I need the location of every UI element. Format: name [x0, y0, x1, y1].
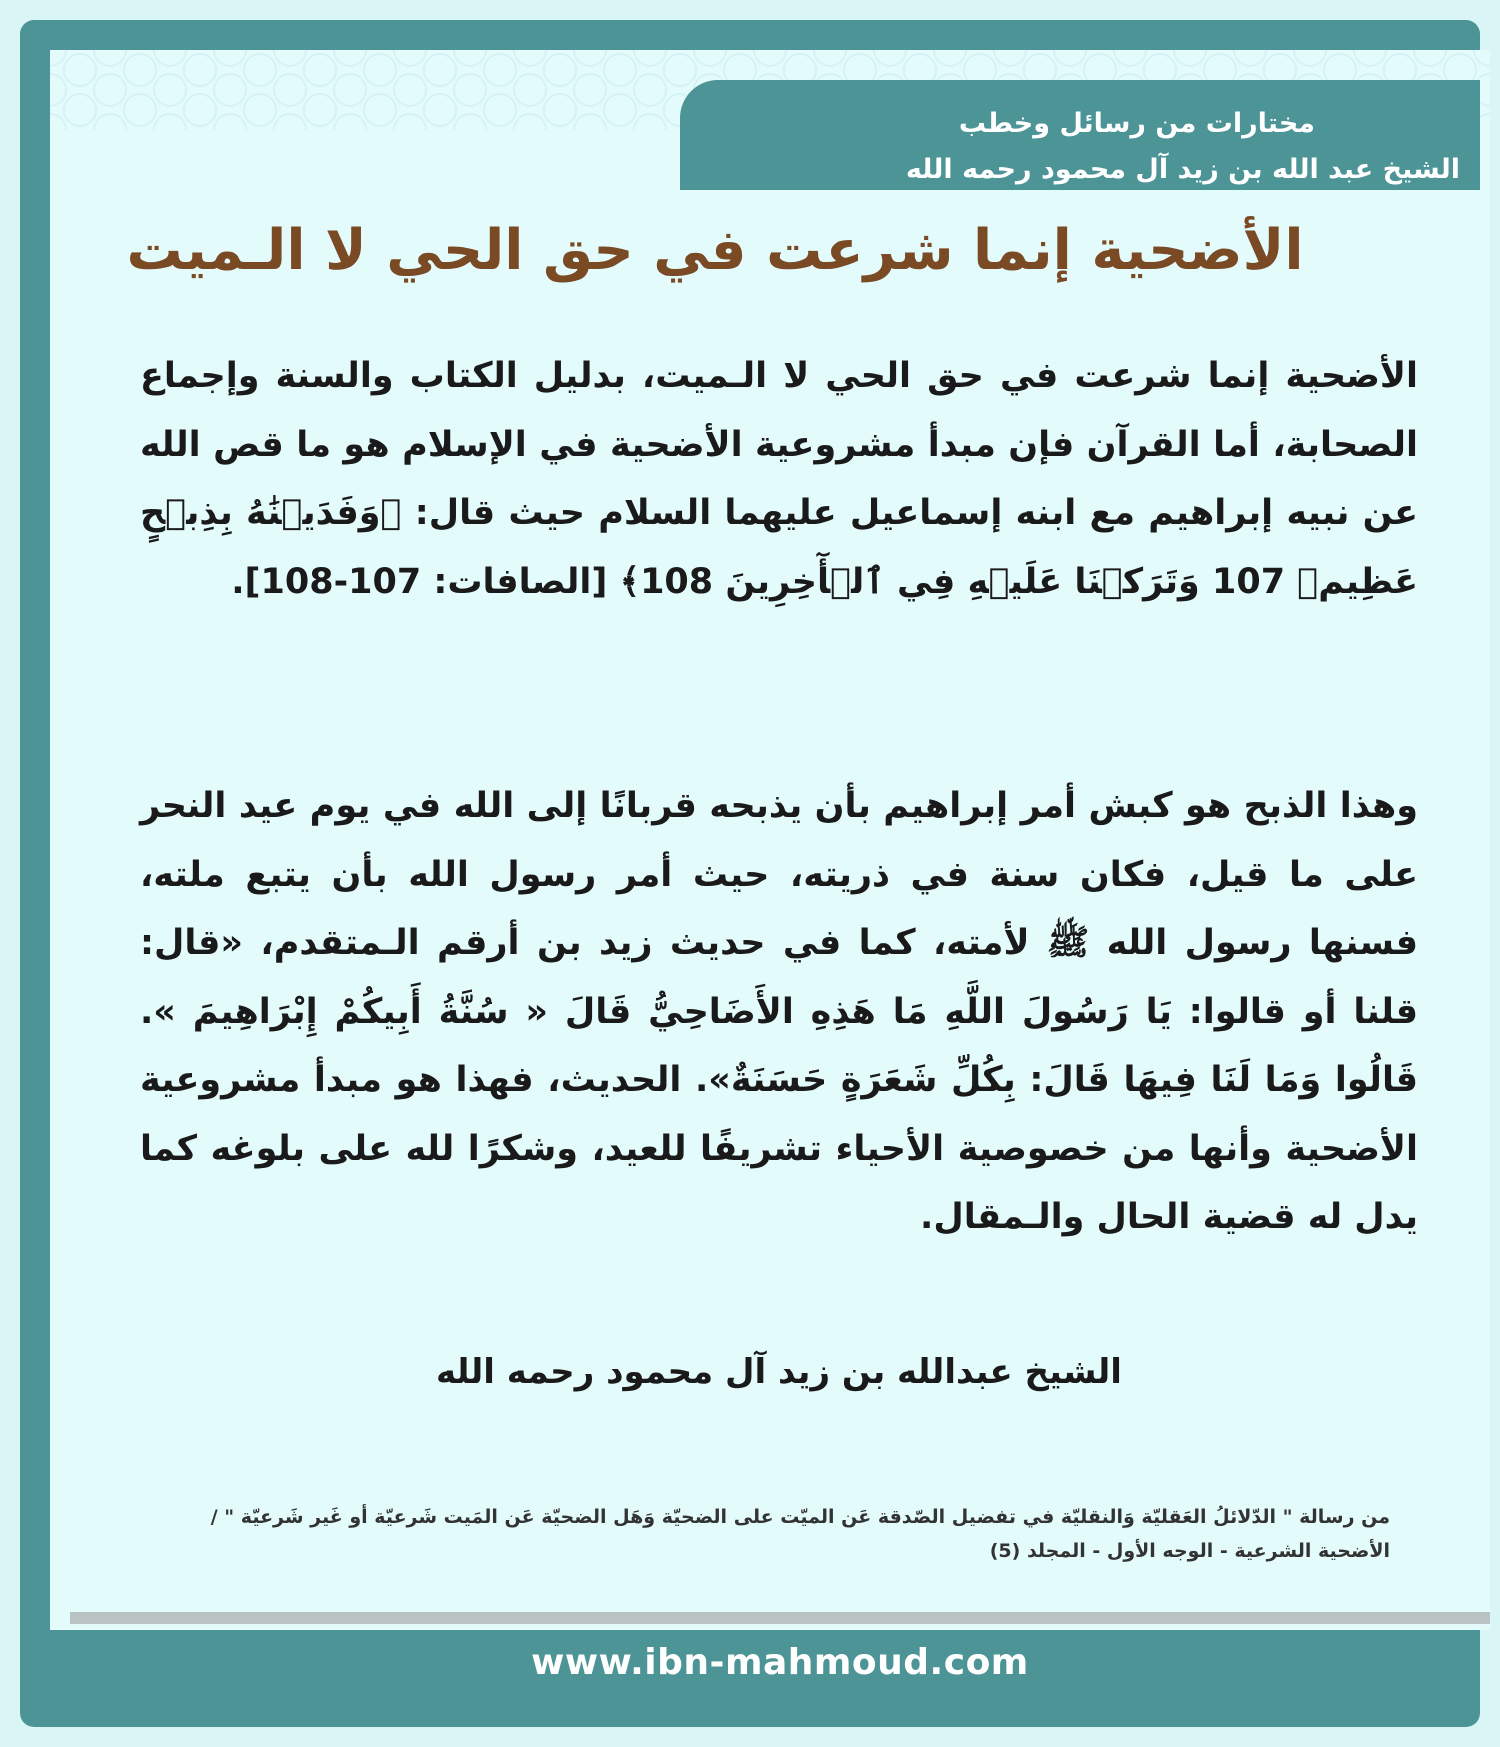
header-series-title: مختارات من رسائل وخطب	[958, 108, 1315, 139]
website-link[interactable]: www.ibn-mahmoud.com	[531, 1642, 1029, 1683]
source-citation: من رسالة " الدّلائلُ العَقليّة وَالنقليّة في تفضيل الصّدقة عَن الميّت على الضحيّة وَهَل الضحيّة عَن المَيت شَرعيّة أو غَير شَرعيّة " / الأضحية الشرعية - الوجه الأول - المجلد (5)	[210, 1506, 1390, 1562]
paragraph-1: الأضحية إنما شرعت في حق الحي لا الـميت، بدليل الكتاب والسنة وإجماع الصحابة، أما القرآن فإن مبدأ مشروعية الأضحية في الإسلام هو ما قص الله عن نبيه إبراهيم مع ابنه إسماعيل عليهما السلام حيث قال: ﴿وَفَدَيۡنَٰهُ بِذِبۡحٍ عَظِيمٖ 107 وَتَرَكۡنَا عَلَيۡهِ فِي ٱلۡأٓخِرِينَ 108﴾ [الصافات: 107-108].	[140, 356, 1418, 602]
author-signature: الشيخ عبدالله بن زيد آل محمود رحمه الله	[436, 1352, 1122, 1392]
paragraph-2: وهذا الذبح هو كبش أمر إبراهيم بأن يذبحه قربانًا إلى الله في يوم عيد النحر على ما قيل، فكان سنة في ذريته، حيث أمر رسول الله بأن يتبع ملته، فسنها رسول الله ﷺ لأمته، كما في حديث زيد بن أرقم الـمتقدم، «قال: قلنا أو قالوا: يَا رَسُولَ اللَّهِ مَا هَذِهِ الأَضَاحِيُّ قَالَ « سُنَّةُ أَبِيكُمْ إِبْرَاهِيمَ ». قَالُوا وَمَا لَنَا فِيهَا قَالَ: بِكُلِّ شَعَرَةٍ حَسَنَةٌ». الحديث، فهذا هو مبدأ مشروعية الأضحية وأنها من خصوصية الأحياء تشريفًا للعيد، وشكرًا لله على بلوغه كما يدل له قضية الحال والـمقال.	[140, 786, 1418, 1237]
article-title: الأضحية إنما شرعت في حق الحي لا الـميت	[126, 218, 1304, 283]
footer-divider	[70, 1612, 1490, 1624]
page-frame	[20, 20, 1480, 1727]
header-author-name: الشيخ عبد الله بن زيد آل محمود رحمه الله	[905, 154, 1460, 185]
